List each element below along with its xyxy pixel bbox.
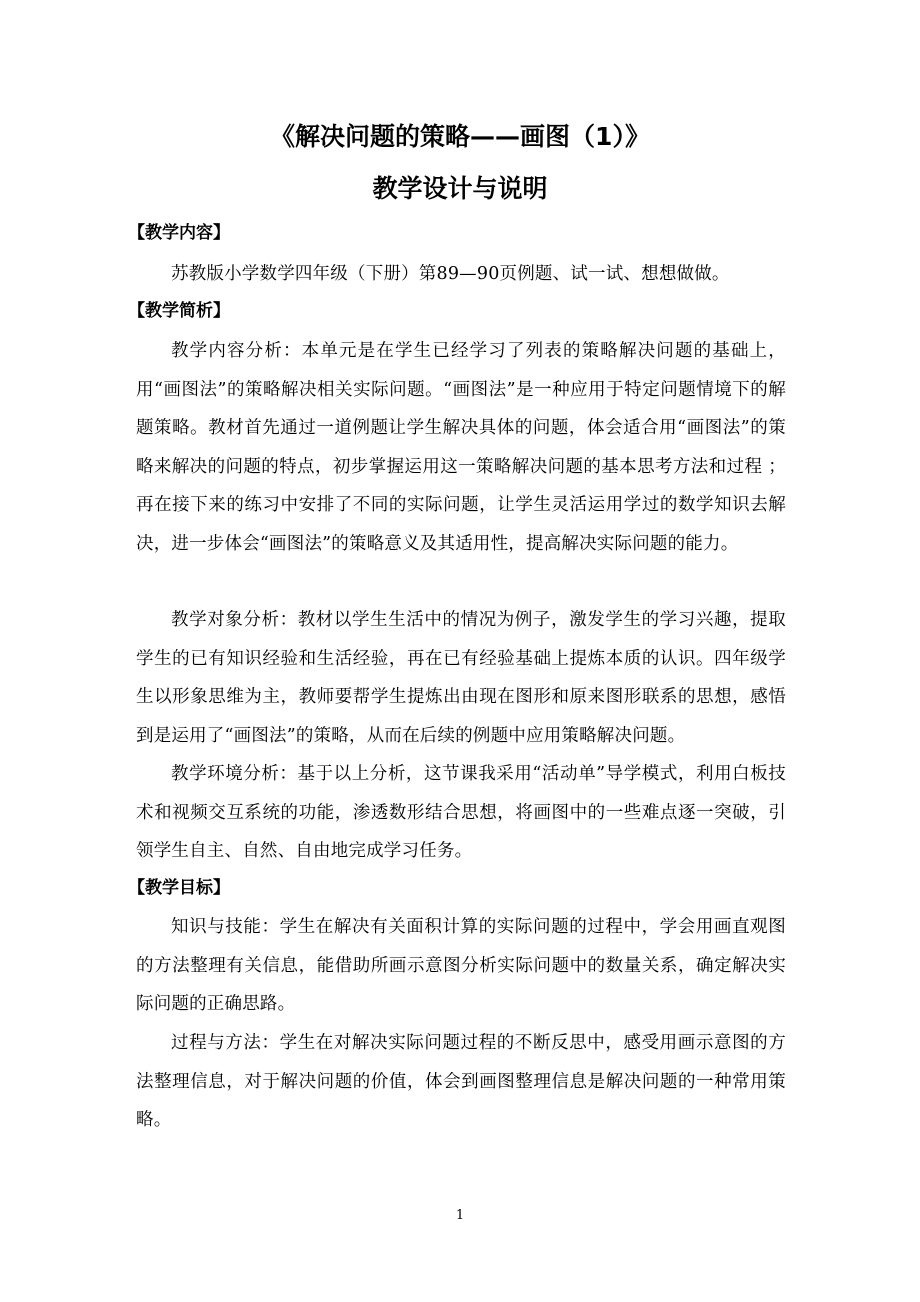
- page-number: 1: [455, 1208, 465, 1223]
- section-heading-analysis: 【教学简析】: [128, 301, 230, 321]
- paragraph-content: 苏教版小学数学四年级（下册）第89—90页例题、试一试、想想做做。: [171, 264, 730, 284]
- paragraph-environment-analysis: 教学环境分析：基于以上分析，这节课我采用“活动单”导学模式，利用白板技术和视频交互系统的功能，渗透数形结合思想，将画图中的一些难点逐一突破，引领学生自主、自然、自由地完成学习任务。: [136, 764, 786, 861]
- document-subtitle: 教学设计与说明: [372, 174, 548, 203]
- document-title: 《解决问题的策略——画图（1）》: [270, 122, 650, 151]
- paragraph-content-analysis: 教学内容分析：本单元是在学生已经学习了列表的策略解决问题的基础上，用“画图法”的策略解决相关实际问题。“画图法”是一种应用于特定问题情境下的解题策略。教材首先通过一道例题让学生解决具体的问题，体会适合用“画图法”的策略来解决的问题的特点，初步掌握运用这一策略解决问题的基本思考方法和过程 ；再在接下来的练习中安排了不同的实际问题，让学生灵活运用学过的数学知识去解决，进一步体会“画图法”的策略意义及其适用性，提高解决实际问题的能力。: [136, 341, 786, 554]
- section-heading-objectives: 【教学目标】: [128, 878, 230, 898]
- paragraph-knowledge-skills: 知识与技能：学生在解决有关面积计算的实际问题的过程中，学会用画直观图的方法整理有关信息，能借助所画示意图分析实际问题中的数量关系，确定解决实际问题的正确思路。: [136, 917, 786, 1014]
- section-heading-content: 【教学内容】: [128, 223, 230, 243]
- paragraph-student-analysis: 教学对象分析：教材以学生生活中的情况为例子，激发学生的学习兴趣，提取学生的已有知识经验和生活经验，再在已有经验基础上提炼本质的认识。四年级学生以形象思维为主，教师要帮学生提炼出由现在图形和原来图形联系的思想，感悟到是运用了“画图法”的策略，从而在后续的例题中应用策略解决问题。: [136, 610, 786, 746]
- paragraph-process-methods: 过程与方法：学生在对解决实际问题过程的不断反思中，感受用画示意图的方法整理信息，对于解决问题的价值，体会到画图整理信息是解决问题的一种常用策略。: [136, 1033, 786, 1130]
